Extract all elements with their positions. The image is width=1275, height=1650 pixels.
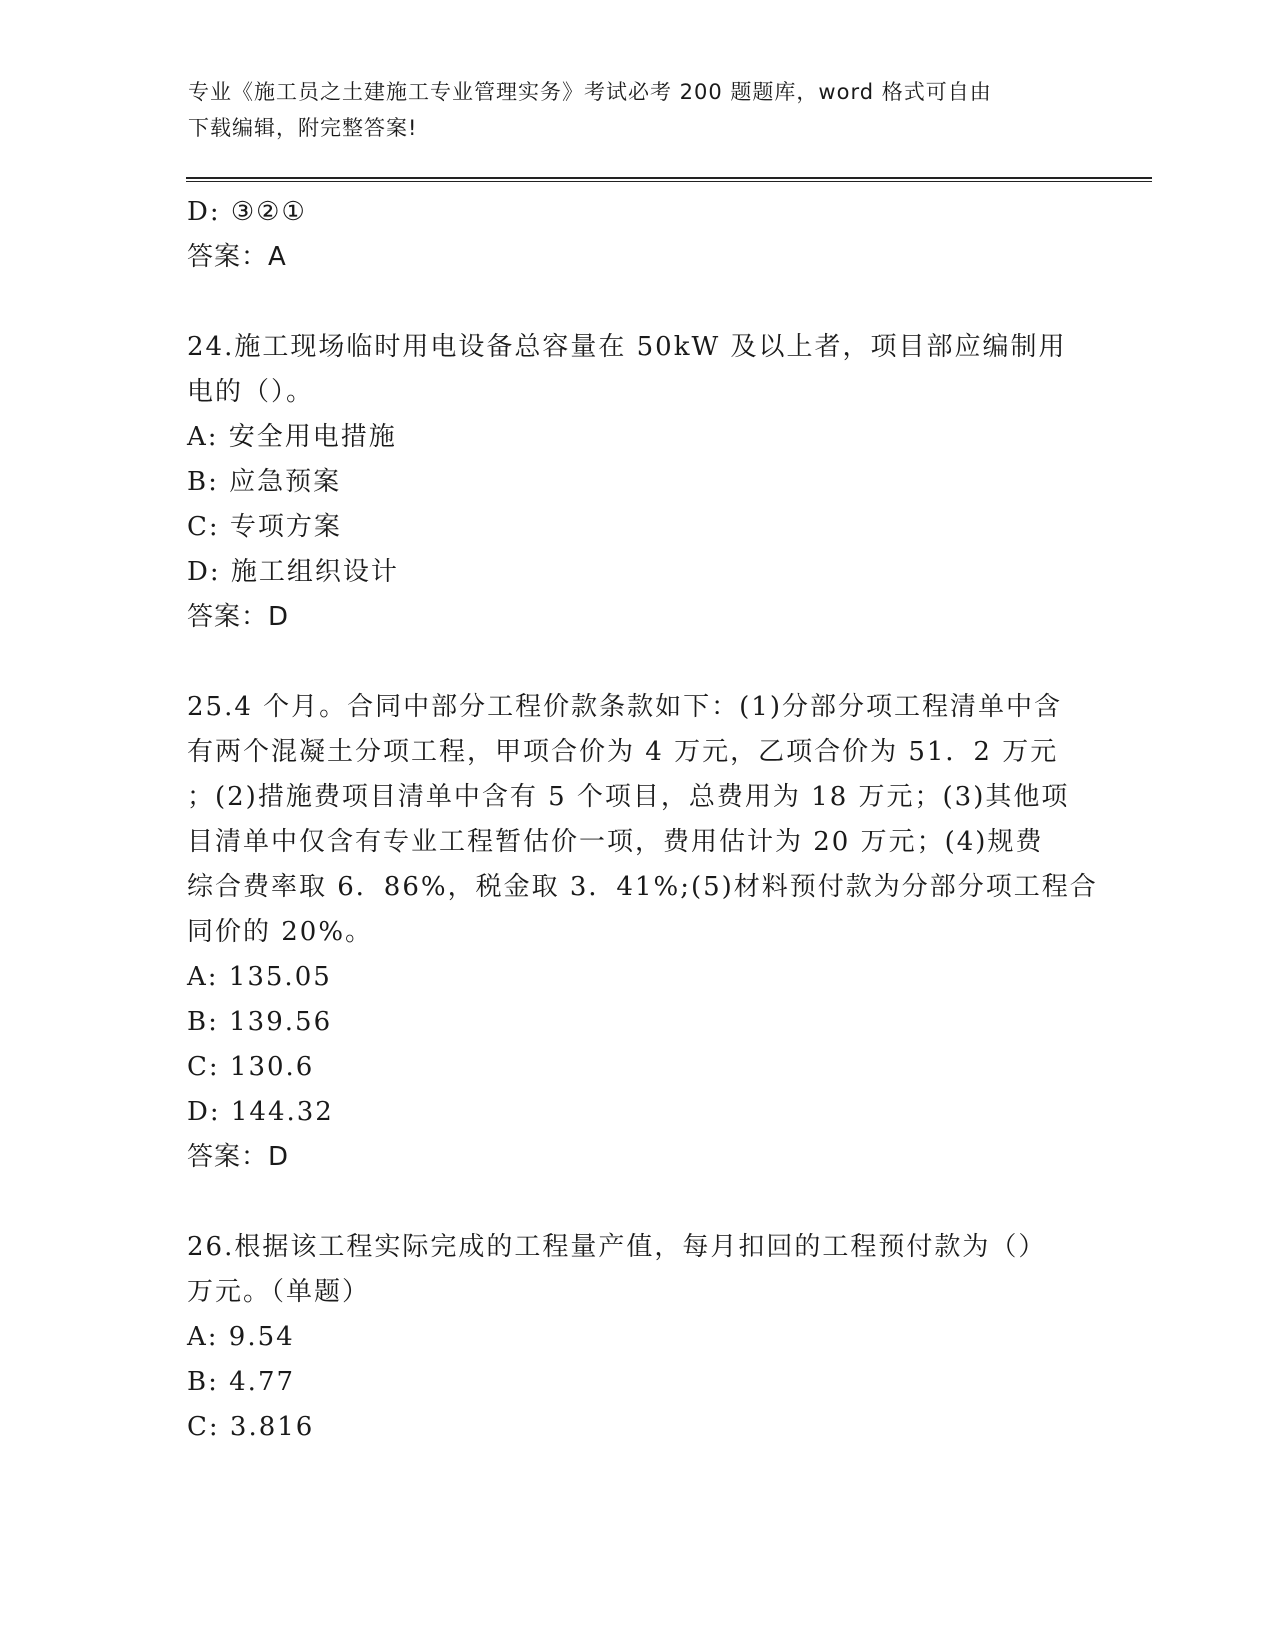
option-c: C: 130.6 [187,1052,315,1082]
header-line-2: 下载编辑，附完整答案! [188,116,418,140]
question-stem-line: 目清单中仅含有专业工程暂估价一项，费用估计为 20 万元；(4)规费 [187,827,1044,857]
header-divider [186,177,1152,182]
option-c: C: 专项方案 [187,512,342,542]
answer-line: 答案：D [187,1142,290,1172]
question-stem-line: 24.施工现场临时用电设备总容量在 50kW 及以上者，项目部应编制用 [187,332,1067,362]
question-stem-line: 有两个混凝土分项工程，甲项合价为 4 万元，乙项合价为 51．2 万元 [187,737,1059,767]
option-d: D: 144.32 [187,1097,334,1127]
spacer [187,640,1107,685]
option-c: C: 3.816 [187,1412,315,1442]
question-stem-line: 综合费率取 6．86%，税金取 3．41%;(5)材料预付款为分部分项工程合 [187,872,1098,902]
question-stem-line: ；(2)措施费项目清单中含有 5 个项目，总费用为 18 万元；(3)其他项 [187,782,1070,812]
answer-line: 答案：A [187,242,287,272]
option-b: B: 4.77 [187,1367,296,1397]
question-stem-line: 同价的 20%。 [187,917,374,947]
option-b: B: 应急预案 [187,467,342,497]
option-a: A: 9.54 [187,1322,295,1352]
option-a: A: 安全用电措施 [187,422,397,452]
header-line-1: 专业《施工员之土建施工专业管理实务》考试必考 200 题题库，word 格式可自由 [188,80,992,104]
question-stem-line: 电的（）。 [187,377,315,407]
option-d: D: ③②① [187,197,307,227]
question-26 [187,1225,1107,1450]
question-24 [187,325,1107,640]
question-25 [187,685,1107,1180]
option-a: A: 135.05 [187,962,332,992]
spacer [187,1180,1107,1225]
question-stem-line: 25.4 个月。合同中部分工程价款条款如下：(1)分部分项工程清单中含 [187,692,1062,722]
question-stem-line: 万元。（单题） [187,1277,371,1307]
question-stem-line: 26.根据该工程实际完成的工程量产值，每月扣回的工程预付款为（） [187,1232,1047,1262]
option-d: D: 施工组织设计 [187,557,399,587]
spacer [187,280,1107,325]
option-b: B: 139.56 [187,1007,333,1037]
page-header [188,74,1088,146]
answer-line: 答案：D [187,602,290,632]
previous-question-tail [187,190,1107,280]
document-body [187,190,1107,1450]
